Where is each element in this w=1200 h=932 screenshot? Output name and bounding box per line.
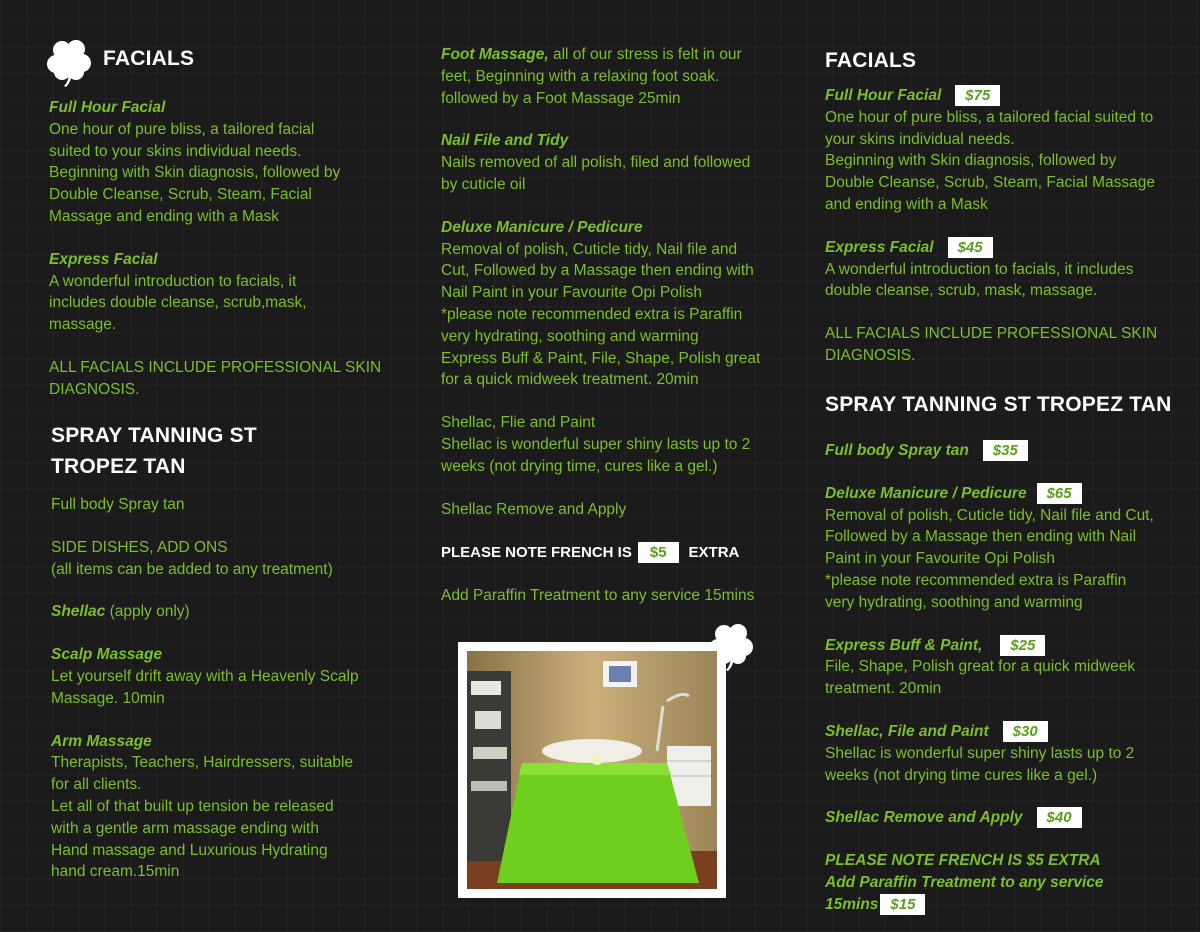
treatment-room-photo [458,642,726,898]
foot-massage-item: Foot Massage, all of our stress is felt in our [441,46,742,63]
shellac-remove: Shellac Remove and Apply [441,500,627,518]
french-note: PLEASE NOTE FRENCH IS $5 EXTRA [441,544,740,562]
price-badge: $15 [880,894,925,915]
scalp-massage-title: Scalp Massage [51,646,163,664]
french-price-badge: $5 [638,542,679,563]
express-buff-row: Express Buff & Paint, $25 [825,635,1190,657]
express-facial-title: Express Facial [49,250,158,268]
clover-icon [46,38,94,88]
arm-massage-title: Arm Massage [51,732,152,750]
price-badge: $40 [1037,807,1082,828]
price-badge: $35 [983,440,1028,461]
shellac-item: Shellac (apply only) [51,603,190,621]
price-badge: $30 [1003,721,1048,742]
full-body-spray-tan: Full body Spray tan [51,496,185,513]
express-facial-row: Express Facial $45 [825,237,1190,259]
facials-heading: FACIALS [103,47,195,70]
deluxe-manicure-title: Deluxe Manicure / Pedicure [441,218,643,236]
paraffin-line: Add Paraffin Treatment to any service [825,873,1104,891]
spray-tanning-heading-right: SPRAY TANNING ST TROPEZ TAN [825,393,1172,416]
price-badge: $75 [955,85,1000,106]
full-body-row: Full body Spray tan $35 [825,440,1190,462]
paraffin-item: Add Paraffin Treatment to any service 15mins [441,587,755,605]
facials-heading-right: FACIALS [825,49,917,72]
shellac-remove-row: Shellac Remove and Apply $40 [825,807,1190,829]
french-note-right: PLEASE NOTE FRENCH IS $5 EXTRA [825,852,1101,870]
shellac-row: Shellac, File and Paint $30 [825,721,1190,743]
price-badge: $65 [1037,483,1082,504]
nail-file-title: Nail File and Tidy [441,132,569,150]
price-badge: $45 [948,237,993,258]
spray-tanning-heading: SPRAY TANNING ST TROPEZ TAN [51,424,257,478]
full-hour-facial-row: Full Hour Facial $75 [825,85,1190,107]
treatment-room-illustration [467,651,717,889]
paraffin-row: 15mins $15 [825,894,1190,916]
full-hour-facial-title: Full Hour Facial [49,99,166,116]
deluxe-row: Deluxe Manicure / Pedicure $65 [825,483,1190,505]
price-badge: $25 [1000,635,1045,656]
